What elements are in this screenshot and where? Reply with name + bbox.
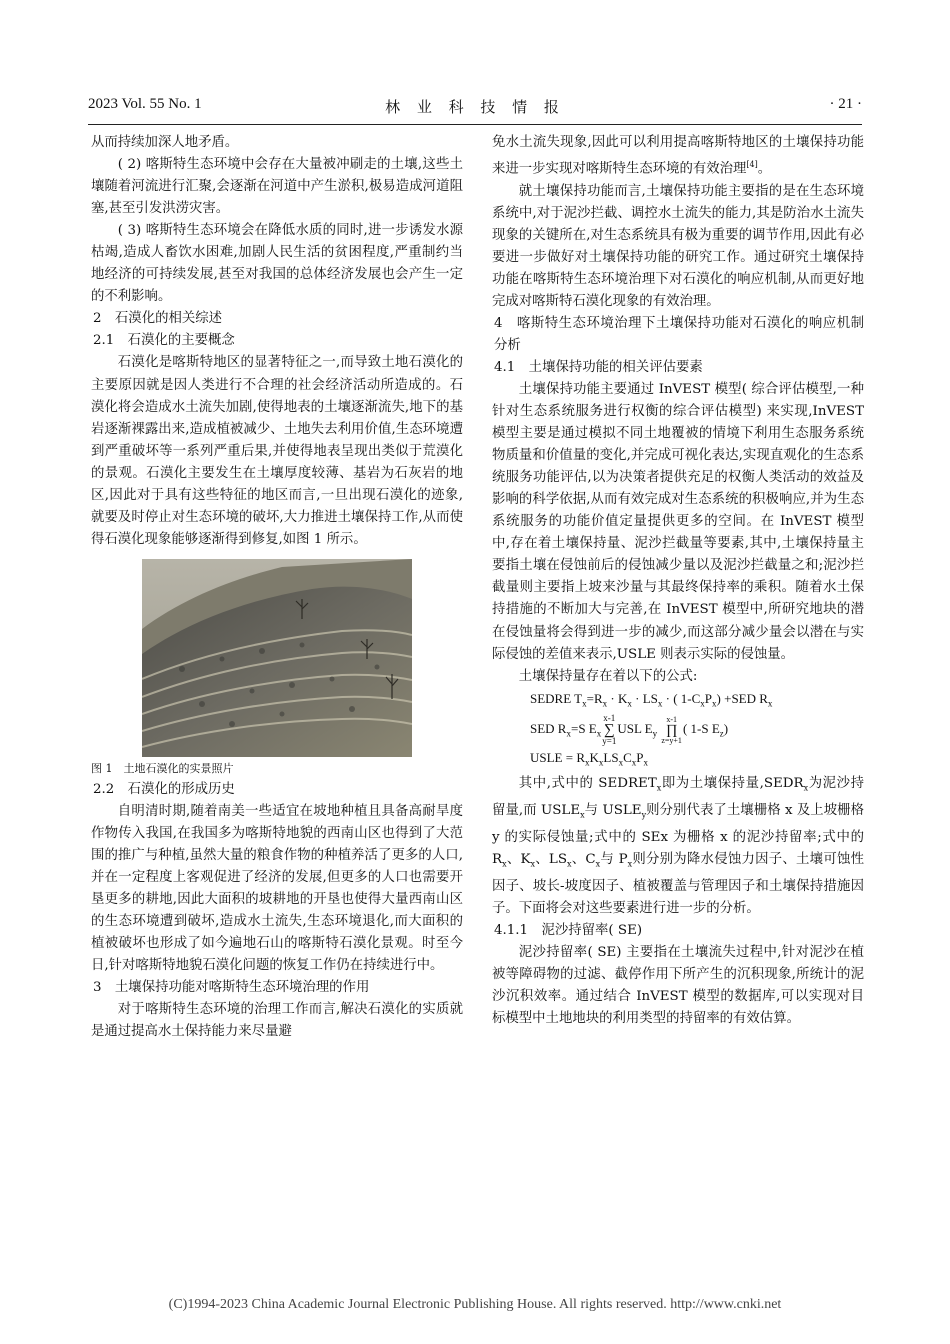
text: 免水土流失现象,因此可以利用提高喀斯特地区的土壤保持功能来进一步实现对喀斯特生态环境的有效治理 — [492, 135, 864, 177]
section-heading-3: 3 土壤保持功能对喀斯特生态环境治理的作用 — [93, 980, 370, 996]
formula-sedret: SEDRE $T_x=R_x \cdot K_x \cdot LS_x$ · ( $1-C_xP_x) +SED$ $R_x$ — [530, 690, 773, 709]
text: 、LS — [535, 851, 567, 867]
paragraph: 土壤保持量存在着以下的公式: — [518, 668, 698, 684]
text: 即为土壤保持量,SEDR — [661, 776, 804, 792]
section-heading-4: 4 喀斯特生态环境治理下土壤保持功能对石漠化的响应机制分析 — [494, 315, 864, 353]
paragraph: 泥沙持留率( SE) 主要指在土壤流失过程中,针对泥沙在植被等障碍物的过滤、截停作用下所产生的沉积现象,所统计的泥沙沉积效率。通过结合 InVEST 模型的数据库,可以实现对目标模型中土地地块的利用类型的持留率的有效估算。 — [492, 944, 864, 1026]
text: USLE = R — [530, 749, 586, 765]
text: 其中,式中的 SEDRET — [518, 776, 657, 792]
right-column — [492, 132, 864, 1030]
section-heading-2-1: 2.1 石漠化的主要概念 — [93, 333, 235, 349]
text: ) +SED R — [716, 690, 768, 706]
citation-ref: [4] — [746, 160, 758, 170]
text: 、K — [506, 851, 531, 867]
journal-name: 林 业 科 技 情 报 — [385, 98, 565, 116]
text: ( 1-S E — [682, 721, 720, 737]
figure-caption: 图 1 土地石漠化的实景照片 — [91, 761, 234, 775]
text: · ( 1-C — [662, 690, 701, 706]
paragraph — [492, 132, 864, 181]
text: 、C — [571, 851, 596, 867]
paragraph: 石漠化是喀斯特地区的显著特征之一,而导致土地石漠化的主要原因就是因人类进行不合理的社会经济活动所造成的。石漠化将会造成水土流失加剧,使得地表的土壤逐渐流失,地下的基岩逐渐裸露出来,造成植被减少、土地失去利用价值,生态环境遭到严重破坏等一系列严重后果,并使得地表呈现出类似于荒漠化的景观。石漠化主要发生在土壤厚度较薄、基岩为石灰岩的地区,因此对于具有这些特征的地区而言,一旦出现石漠化的迹象,就要及时停止对生态环境的破坏,大力推进土壤保持工作,从而使得石漠化现象能够逐渐得到修复,如图 1 所示。 — [91, 355, 463, 547]
text: 为泥沙持留量,而 USLE — [492, 776, 864, 819]
volume-info: 2023 Vol. 55 No. 1 — [88, 96, 202, 112]
text: 。 — [757, 161, 772, 177]
text: =S E — [570, 721, 597, 737]
text: 则分别代表了土壤栅格 x 及上坡栅格 y 的实际侵蚀量;式中的 SEx 为栅格 x 的泥沙持留率;式中的 R — [492, 803, 864, 867]
paragraph: 从而持续加深人地矛盾。 — [91, 135, 239, 150]
section-heading-2-2: 2.2 石漠化的形成历史 — [93, 781, 235, 797]
text: 与 P — [600, 851, 628, 867]
figure-1-photo — [142, 559, 412, 757]
copyright-footer: (C)1994-2023 China Academic Journal Electronic Publishing House. All rights reserved. http://www.cnki.net — [168, 1297, 782, 1312]
text: 与 USLE — [584, 803, 642, 819]
running-header — [88, 96, 862, 118]
formula-sedr: SED $R_x=S$ $E_xx-1$ ∑ y=1USL $E_y$ x-1 ∏ z=y+1( 1-S $E_z$) — [530, 713, 729, 747]
formula-usle: USLE = $R_xK_xLS_xC_xP_x$ — [530, 749, 648, 768]
paragraph: ( 2) 喀斯特生态环境中会存在大量被冲刷走的土壤,这些土壤随着河流进行汇聚,会逐渐在河道中产生淤积,极易造成河道阻塞,甚至引发洪涝灾害。 — [91, 157, 463, 217]
section-heading-4-1-1: 4.1.1 泥沙持留率( SE) — [494, 922, 643, 938]
header-rule — [88, 124, 862, 125]
text: SEDRE T — [530, 690, 583, 706]
section-heading-2: 2 石漠化的相关综述 — [93, 311, 223, 327]
paragraph: ( 3) 喀斯特生态环境会在降低水质的同时,进一步诱发水源枯竭,造成人畜饮水困难,加剧人民生活的贫困程度,严重制约当地经济的可持续发展,甚至对我国的总体经济发展也会产生一定的不利影响。 — [91, 223, 463, 305]
page-number: · 21 · — [829, 96, 862, 112]
text: USL E — [617, 721, 653, 737]
left-column — [91, 132, 463, 1043]
paragraph: 土壤保持功能主要通过 InVEST 模型( 综合评估模型,一种针对生态系统服务进行权衡的综合评估模型) 来实现,InVEST 模型主要是通过模拟不同土地覆被的情境下利用生态服务系统物质量和价值量的变化,并完成可视化表达,实现直观化的生态系统服务功能评估,以为决策者提供充足的权衡人类活动的效益及影响的科学依据,从而有效完成对生态系统的积极响应,并为生态系统服务的功能价值定量提供更多的空间。在 InVEST 模型中,存在着土壤保持量、泥沙拦截量等要素,其中,土壤保持量主要指土壤在侵蚀前后的侵蚀减少量以及泥沙拦截量之和;泥沙拦截量则主要指上坡来沙量与其最终保持率的乘积。随着水土保持措施的不断加大与完善,在 InVEST 模型中,所研究地块的潜在侵蚀量将会得到进一步的减少,而这部分减少量会以潜在与实际侵蚀的差值来表示,USLE 则表示实际的侵蚀量。 — [492, 381, 864, 662]
paragraph: 自明清时期,随着南美一些适宜在坡地种植且具备高耐旱度作物传入我国,在我国多为喀斯特地貌的西南山区也得到了大范围的推广与种植,虽然大量的粮食作物的种植养活了更多的人口,并在一定程度上客观促进了经济的发展,但更多的人口也需要开垦更多的耕地,因此大面积的坡耕地的开垦也使得大量西南山区的生态环境遭到破坏,造成水土流失,生态环境退化,而大面积的植被破坏也形成了如今遍地石山的喀斯特石漠化景观。时至今日,针对喀斯特地貌石漠化问题的恢复工作仍在持续进行中。 — [91, 803, 463, 974]
text: P — [704, 690, 713, 706]
paragraph: 其中,式中的 $SEDRET_x$即为土壤保持量$,SEDR_x$为泥沙持留量,而 $USLE_x$与 $USLE_y$则分别代表了土壤栅格 x 及上坡栅格 y 的实际侵蚀量;式中的 SEx 为栅格 x 的泥沙持留率;式中的 $R_x$、$K_x$、$LS_x$、$C_x$与 $P_x$则分别为降水侵蚀力因子、土壤可蚀性因子、坡长-坡度因子、植被覆盖与管理因子和土壤保持措施因子。下面将会对这些要素进行进一步的分析。 — [492, 776, 864, 916]
text: ) — [723, 721, 729, 737]
section-heading-4-1: 4.1 土壤保持功能的相关评估要素 — [494, 359, 703, 375]
text: · LS — [631, 690, 658, 706]
text: =R — [586, 690, 603, 706]
text: SED R — [530, 721, 567, 737]
text: 则分别为降水侵蚀力因子、土壤可蚀性因子、坡长-坡度因子、植被覆盖与管理因子和土壤保持措施因子。下面将会对这些要素进行进一步的分析。 — [492, 851, 864, 916]
paragraph: 对于喀斯特生态环境的治理工作而言,解决石漠化的实质就是通过提高水土保持能力来尽量避 — [91, 1002, 463, 1040]
text: · K — [607, 690, 628, 706]
paragraph: 就土壤保持功能而言,土壤保持功能主要指的是在生态环境系统中,对于泥沙拦截、调控水土流失的能力,其是防治水土流失现象的关键所在,对生态系统具有极为重要的调节作用,因此有必要进一步做好对土壤保持功能的研究工作。通过研究土壤保持功能在喀斯特生态环境治理下对石漠化的响应机制,从而更好地完成对喀斯特石漠化现象的有效治理。 — [492, 183, 864, 309]
